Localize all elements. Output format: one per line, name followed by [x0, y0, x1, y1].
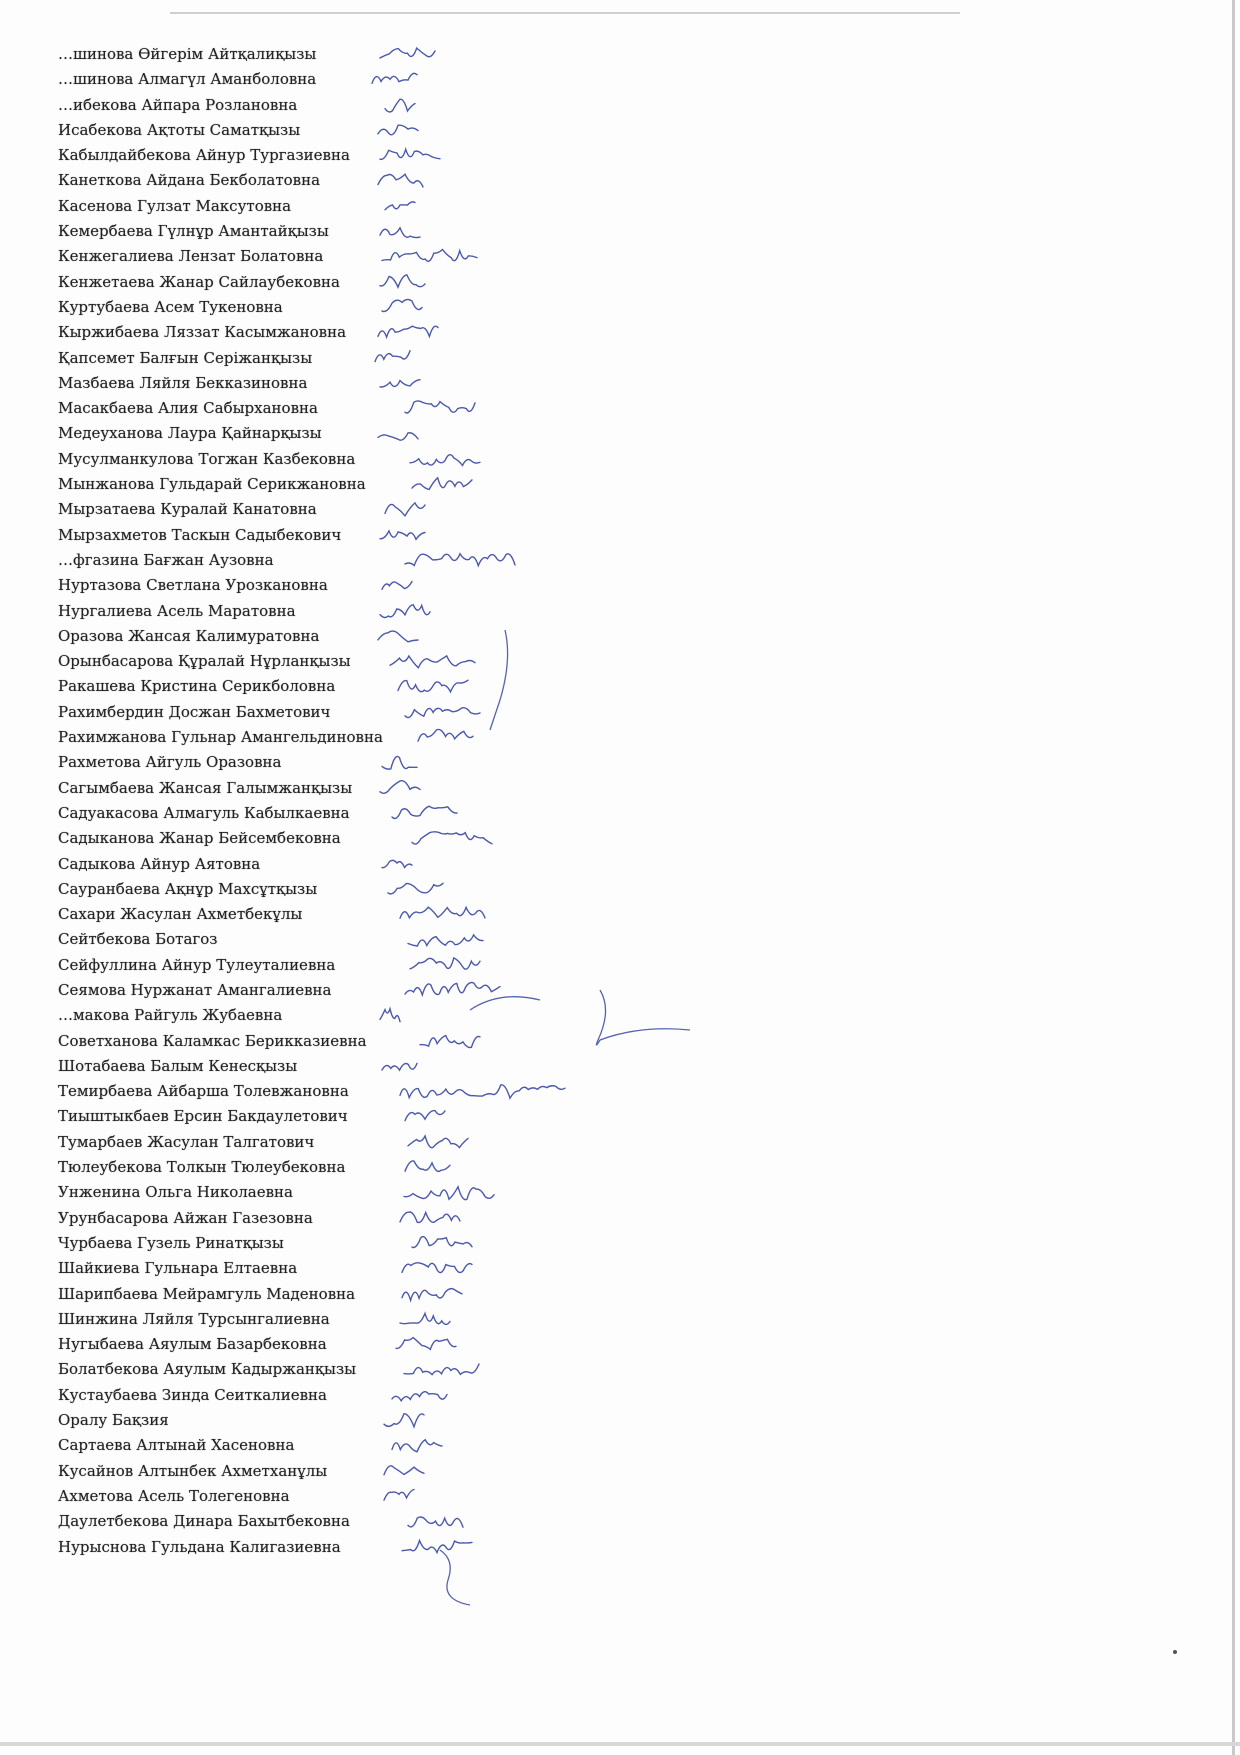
signature-list-name: Мазбаева Ляйля Бекказиновна: [58, 373, 308, 392]
signature-list-name: Садыкова Айнур Аятовна: [58, 854, 261, 873]
signature-list-name: Сейфуллина Айнур Тулеуталиевна: [58, 955, 336, 974]
signature-list-name: Даулетбекова Динара Бахытбековна: [58, 1512, 350, 1531]
signature-list-name: Урунбасарова Айжан Газезовна: [58, 1208, 313, 1227]
signature-list-name: …макова Райгуль Жубаевна: [58, 1006, 283, 1025]
signature-list-name: Нугыбаева Аяулым Базарбековна: [58, 1335, 327, 1354]
signature-list-name: Нургалиева Асель Маратовна: [58, 601, 296, 620]
signature-list-name: Шарипбаева Мейрамгуль Маденовна: [58, 1284, 356, 1303]
signature-list-name: …шинова Алмагүл Аманболовна: [58, 70, 317, 89]
signature-list-name: Сауранбаева Ақнұр Махсұтқызы: [58, 879, 318, 898]
signature-list-name: Темирбаева Айбарша Толевжановна: [58, 1082, 349, 1101]
signature-list-name: …ибекова Айпара Розлановна: [58, 95, 298, 114]
signature-list-name: Шайкиева Гульнара Елтаевна: [58, 1259, 298, 1278]
signature-list-name: Чурбаева Гузель Ринатқызы: [58, 1233, 284, 1252]
signature-list-name: …шинова Өйгерім Айтқалиқызы: [58, 45, 317, 63]
signature-list-name: Кусайнов Алтынбек Ахметханұлы: [58, 1461, 328, 1480]
signature-list-name: Касенова Гулзат Максутовна: [58, 196, 292, 215]
signature-list-name: Медеуханова Лаура Қайнарқызы: [58, 424, 322, 443]
signature-flourish: [470, 997, 540, 1010]
signature-list-name: Унженина Ольга Николаевна: [58, 1183, 293, 1202]
signature-list-name: Кустаубаева Зинда Сеиткалиевна: [58, 1385, 327, 1404]
signature-list-name: Исабекова Ақтоты Саматқызы: [58, 120, 301, 139]
signature-list-name: Шотабаева Балым Кенесқызы: [58, 1056, 298, 1075]
signature-list-name: Масакбаева Алия Сабырхановна: [58, 399, 318, 418]
signature-list-name: Шинжина Ляйля Турсынгалиевна: [58, 1309, 330, 1328]
signature-list-name: Оразова Жансая Калимуратовна: [58, 626, 320, 645]
signature-list-name: Сагымбаева Жансая Галымжанқызы: [58, 778, 353, 797]
page-top-edge: [170, 12, 960, 14]
page-right-edge: [1232, 0, 1235, 1755]
signature-list-name: Сеямова Нуржанат Амангалиевна: [58, 980, 332, 999]
signature-list-name: Советханова Каламкас Берикказиевна: [58, 1031, 367, 1050]
signature-list-name: Садуакасова Алмагуль Кабылкаевна: [58, 803, 350, 822]
signature-list-name: Сартаева Алтынай Хасеновна: [58, 1436, 295, 1455]
signature-list-name: Канеткова Айдана Бекболатовна: [58, 171, 321, 190]
signature-list-name: …фгазина Бағжан Аузовна: [58, 550, 274, 569]
signature-list-name: Садыканова Жанар Бейсембековна: [58, 829, 341, 848]
signature-list-name: Рахимжанова Гульнар Амангельдиновна: [58, 728, 383, 747]
signature-list-name: Кабылдайбекова Айнур Тургазиевна: [58, 146, 350, 165]
signature-list-name: Мусулманкулова Тогжан Казбековна: [58, 449, 356, 468]
signature-list-name: Мырзахметов Таскын Садыбекович: [58, 525, 342, 544]
signature-list-name: Оралу Бақзия: [58, 1411, 169, 1430]
scan-speck: [1173, 1650, 1177, 1654]
signature-list-name: Тюлеубекова Толкын Тюлеубековна: [58, 1158, 346, 1177]
signature-list-name: Нуртазова Светлана Урозкановна: [58, 576, 328, 595]
signature-list-name: Кемербаева Гүлнұр Амантайқызы: [58, 222, 329, 241]
signature-list-name: Рахимбердин Досжан Бахметович: [58, 702, 331, 721]
signature-flourish: [490, 630, 508, 730]
signature-list-name: Нурыснова Гульдана Калигазиевна: [58, 1537, 341, 1556]
signature-list-name: Ракашева Кристина Серикболовна: [58, 677, 336, 696]
signature-list-name: Қапсемет Балғын Серiжанқызы: [58, 348, 313, 367]
signature-list-name: Орынбасарова Құралай Нұрланқызы: [58, 652, 351, 671]
signature-list-name: Ахметова Асель Толегеновна: [58, 1486, 290, 1505]
signature-list-name: Мырзатаева Куралай Канатовна: [58, 500, 317, 519]
signature-list-name: Сейтбекова Ботагоз: [58, 930, 218, 949]
signature-list-name: Тиыштыкбаев Ерсин Бакдаулетович: [58, 1107, 348, 1126]
signature-list-name: Мынжанова Гульдарай Серикжановна: [58, 475, 366, 494]
signature-list-name: Кенжетаева Жанар Сайлаубековна: [58, 272, 340, 291]
signature-list-name: Болатбекова Аяулым Кадыржанқызы: [58, 1360, 357, 1379]
signature-list-name: Рахметова Айгуль Оразовна: [58, 753, 282, 772]
signature-list-name: Тумарбаев Жасулан Талгатович: [58, 1132, 315, 1151]
signature-flourish: [596, 990, 690, 1045]
signature-list-name: Кенжегалиева Лензат Болатовна: [58, 247, 324, 266]
signature-list-name: Сахари Жасулан Ахметбекұлы: [58, 905, 303, 924]
page-bottom-edge: [0, 1742, 1240, 1746]
signature-list-name: Кыржибаева Ляззат Касымжановна: [58, 323, 347, 342]
signature-name-list: [58, 42, 448, 1560]
signature-list-name: Куртубаева Асем Тукеновна: [58, 297, 283, 316]
